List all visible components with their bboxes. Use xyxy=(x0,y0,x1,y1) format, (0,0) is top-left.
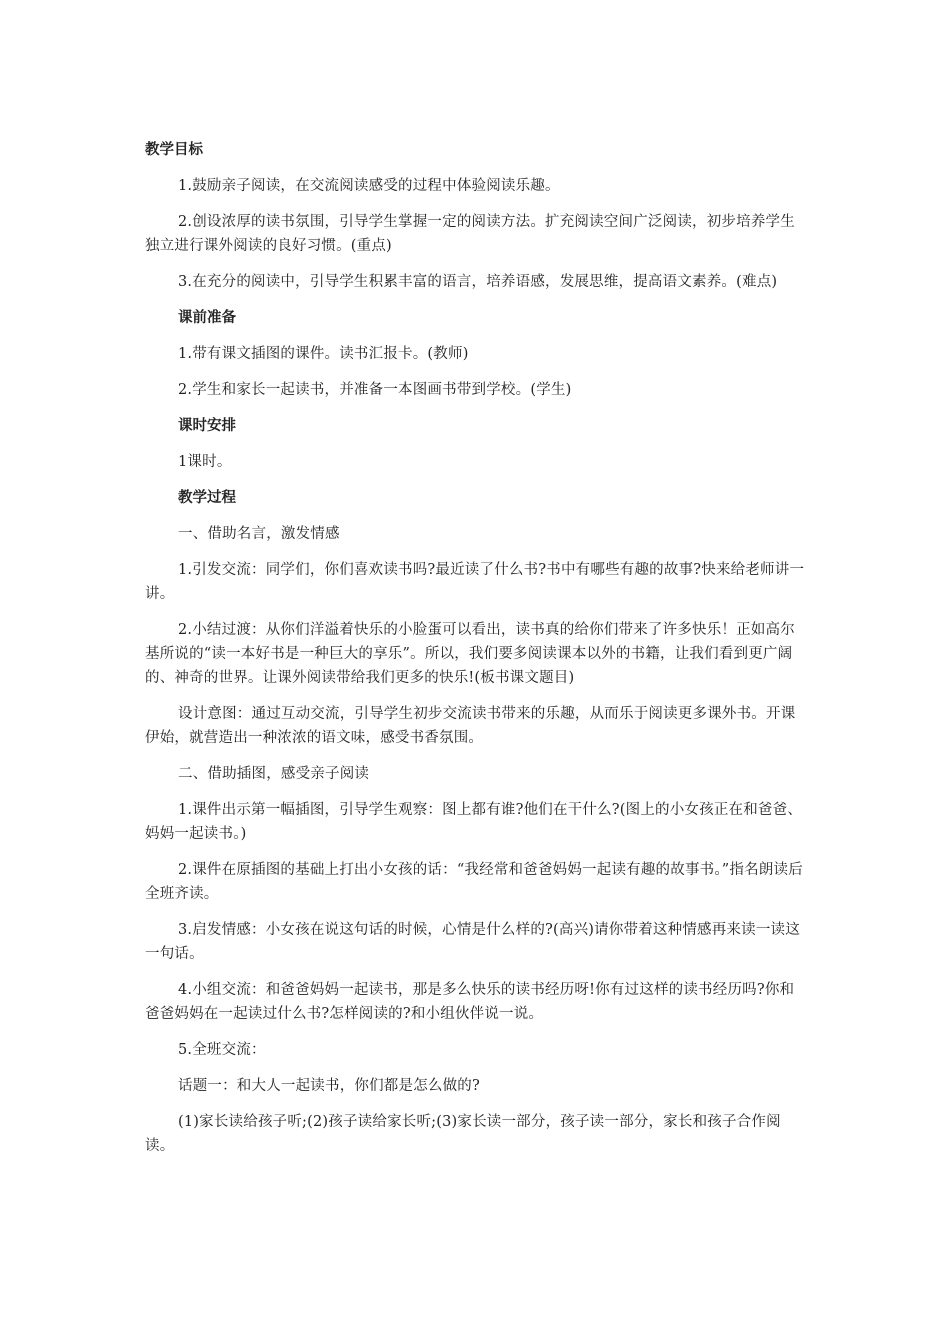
preparation-1: 1.带有课文插图的课件。读书汇报卡。(教师) xyxy=(178,346,469,362)
heading-teaching-objectives: 教学目标 xyxy=(145,142,203,158)
section-2-title: 二、借助插图，感受亲子阅读 xyxy=(178,766,370,782)
preparation-2: 2.学生和家长一起读书，并准备一本图画书带到学校。(学生) xyxy=(178,382,572,398)
section-2-item-5: 5.全班交流： xyxy=(178,1042,266,1058)
heading-teaching-process: 教学过程 xyxy=(178,490,236,506)
section-1-design-intent: 设计意图：通过互动交流，引导学生初步交流读书带来的乐趣，从而乐于阅读更多课外书。开课伊始，就营造出一种浓浓的语文味，感受书香氛围。 xyxy=(145,706,796,746)
objective-3: 3.在充分的阅读中，引导学生积累丰富的语言，培养语感，发展思维，提高语文素养。(难点) xyxy=(178,274,778,290)
schedule-text: 1课时。 xyxy=(178,454,232,470)
section-2-item-2: 2.课件在原插图的基础上打出小女孩的话：“我经常和爸爸妈妈一起读有趣的故事书。”指名朗读后全班齐读。 xyxy=(145,862,803,902)
objective-2: 2.创设浓厚的读书氛围，引导学生掌握一定的阅读方法。扩充阅读空间广泛阅读，初步培养学生独立进行课外阅读的良好习惯。(重点) xyxy=(145,214,795,254)
section-1-title: 一、借助名言，激发情感 xyxy=(178,526,340,542)
objective-1: 1.鼓励亲子阅读，在交流阅读感受的过程中体验阅读乐趣。 xyxy=(178,178,560,194)
section-2-topic-1: 话题一：和大人一起读书，你们都是怎么做的? xyxy=(178,1078,480,1094)
heading-schedule: 课时安排 xyxy=(178,418,236,434)
section-2-item-4: 4.小组交流：和爸爸妈妈一起读书，那是多么快乐的读书经历呀!你有过这样的读书经历吗?你和爸爸妈妈在一起读过什么书?怎样阅读的?和小组伙伴说一说。 xyxy=(145,982,795,1022)
section-2-item-3: 3.启发情感：小女孩在说这句话的时候，心情是什么样的?(高兴)请你带着这种情感再来读一读这一句话。 xyxy=(145,922,800,962)
section-2-item-1: 1.课件出示第一幅插图，引导学生观察：图上都有谁?他们在干什么?(图上的小女孩正在和爸爸、妈妈一起读书。) xyxy=(145,802,803,842)
heading-preparation: 课前准备 xyxy=(178,310,236,326)
section-1-item-1: 1.引发交流：同学们，你们喜欢读书吗?最近读了什么书?书中有哪些有趣的故事?快来给老师讲一讲。 xyxy=(145,562,805,602)
section-2-topic-1-answer: (1)家长读给孩子听;(2)孩子读给家长听;(3)家长读一部分，孩子读一部分，家长和孩子合作阅读。 xyxy=(145,1114,781,1154)
section-1-item-2: 2.小结过渡：从你们洋溢着快乐的小脸蛋可以看出，读书真的给你们带来了许多快乐！正如高尔基所说的“读一本好书是一种巨大的享乐”。所以，我们要多阅读课本以外的书籍，让我们看到更广阔的、神奇的世界。让课外阅读带给我们更多的快乐!(板书课文题目) xyxy=(145,622,795,686)
document-page xyxy=(145,138,807,1170)
